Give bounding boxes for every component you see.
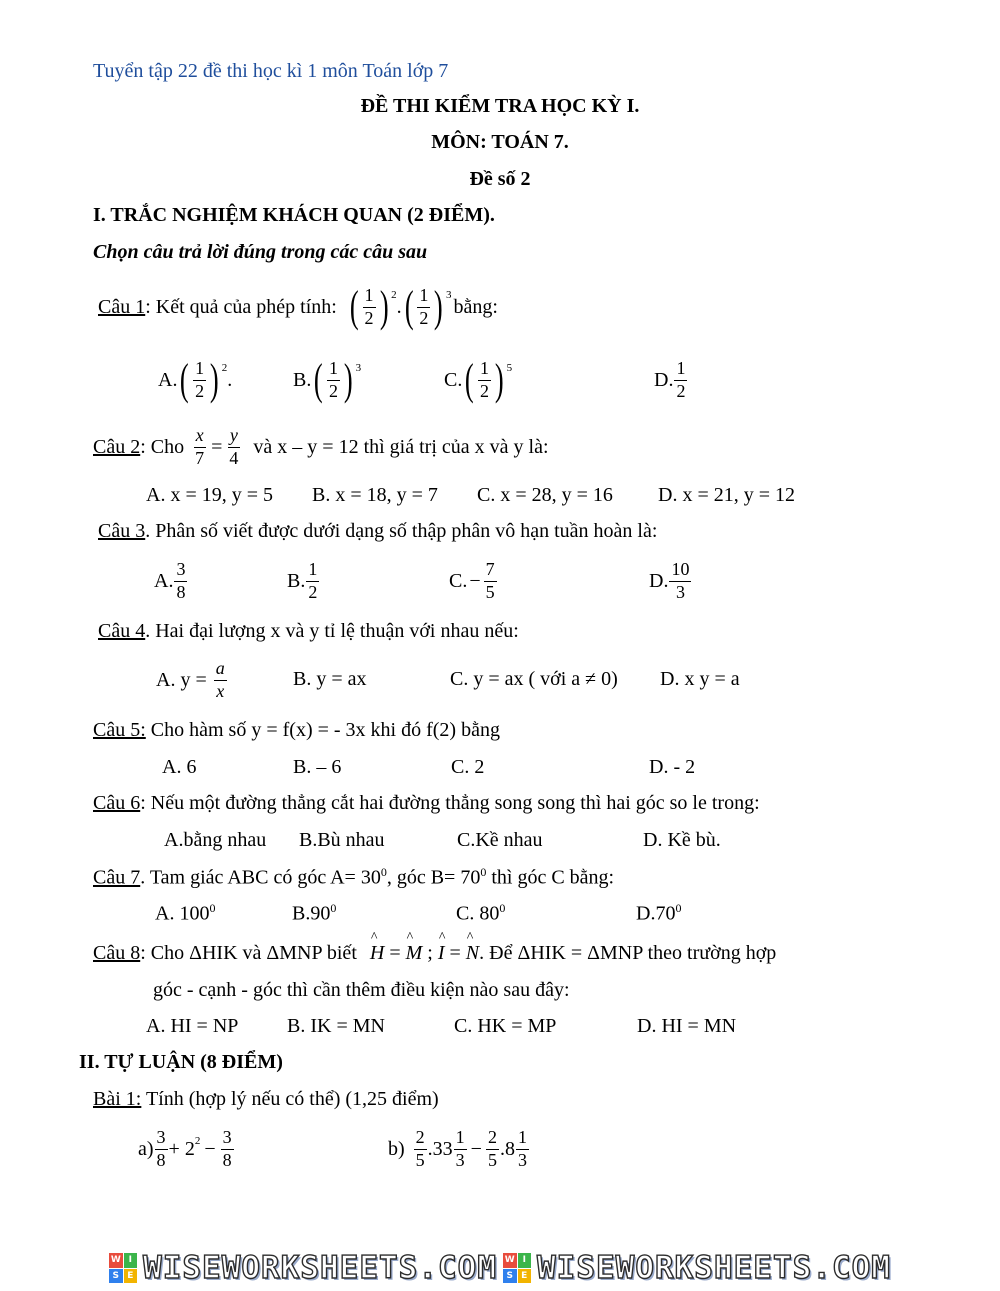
q5-option-d[interactable]: D. - 2 bbox=[649, 756, 696, 778]
q3-option-d[interactable]: D. $\frac{10}{3}$ bbox=[649, 558, 690, 602]
q8-option-a[interactable]: A. HI = NP bbox=[146, 1015, 239, 1037]
question-1: Câu 1 : Kết quả của phép tính: ( $\frac{1}{2}$ ) 2 . ( $\frac{1}{2}$ ) 3 bằng: bbox=[98, 282, 498, 331]
q3-option-a[interactable]: A. $\frac{3}{8}$ bbox=[154, 558, 186, 602]
watermark-text: WISEWORKSHEETS.COM bbox=[143, 1250, 497, 1286]
question-6: Câu 6: Nếu một đường thẳng cắt hai đường thẳng song song thì hai góc so le trong: bbox=[93, 792, 760, 814]
q8-option-b[interactable]: B. IK = MN bbox=[287, 1015, 385, 1037]
question-4: Câu 4. Hai đại lượng x và y tỉ lệ thuận với nhau nếu: bbox=[98, 620, 519, 642]
exam-number: Đề số 2 bbox=[469, 168, 531, 190]
q2-option-c[interactable]: C. x = 28, y = 16 bbox=[477, 484, 613, 506]
section2-title: II. TỰ LUẬN (8 ĐIỂM) bbox=[79, 1051, 283, 1073]
subject-title: MÔN: TOÁN 7. bbox=[431, 131, 569, 153]
q4-option-a[interactable]: A. y = $\frac{a}{x}$ bbox=[156, 657, 225, 701]
exam-title: ĐỀ THI KIỂM TRA HỌC KỲ I. bbox=[360, 95, 640, 117]
q2-option-b[interactable]: B. x = 18, y = 7 bbox=[312, 484, 438, 506]
watermark-text: WISEWORKSHEETS.COM bbox=[537, 1250, 891, 1286]
q7-option-c[interactable]: C. $80^0$ bbox=[456, 901, 506, 925]
q5-option-b[interactable]: B. – 6 bbox=[293, 756, 342, 778]
watermark-logo: W I S E bbox=[109, 1253, 137, 1283]
q4-option-d[interactable]: D. x y = a bbox=[660, 668, 740, 690]
q3-option-b[interactable]: B. $\frac{1}{2}$ bbox=[287, 558, 318, 602]
q8-line2: góc - cạnh - góc thì cần thêm điều kiện nào sau đây: bbox=[153, 979, 570, 1001]
q1-text: : Kết quả của phép tính: bbox=[145, 295, 337, 318]
q8-option-c[interactable]: C. HK = MP bbox=[454, 1015, 557, 1037]
q1-option-d[interactable]: D. $\frac{1}{2}$ bbox=[654, 357, 686, 401]
watermark-banner bbox=[0, 1250, 1000, 1286]
q5-option-a[interactable]: A. 6 bbox=[162, 756, 197, 778]
q7-option-b[interactable]: $B.90^0$ bbox=[292, 901, 337, 925]
q5-option-c[interactable]: C. 2 bbox=[451, 756, 485, 778]
q8-option-d[interactable]: D. HI = MN bbox=[637, 1015, 737, 1037]
question-5: Câu 5: Cho hàm số y = f(x) = - 3x khi đó f(2) bằng bbox=[93, 719, 500, 741]
question-3: Câu 3. Phân số viết được dưới dạng số thập phân vô hạn tuần hoàn là: bbox=[98, 520, 658, 542]
question-2: Câu 2 : Cho $\frac{x}{7}$ = $\frac{y}{4}$ và x – y = 12 thì giá trị của x và y là: bbox=[93, 424, 549, 468]
q6-option-c[interactable]: C.Kề nhau bbox=[457, 829, 543, 851]
question-8: Câu 8: Cho ΔHIK và ΔMNP biết ^ H = ^ M ; ^ I = ^ N. Để ΔHIK = ΔMNP theo trường hợp bbox=[93, 942, 776, 965]
q1-label: Câu 1 bbox=[98, 295, 146, 318]
bai1-part-b: b) $\frac{2}{5}$ .33 $\frac{1}{3}$ − $\frac{2}{5}$ .8 $\frac{1}{3}$ bbox=[388, 1126, 527, 1170]
q1-option-c[interactable]: C. ( $\frac{1}{2}$ ) 5 bbox=[444, 355, 513, 404]
q2-option-a[interactable]: A. x = 19, y = 5 bbox=[146, 484, 274, 506]
bai1-part-a: a) $\frac{3}{8}$ + 2 2 − $\frac{3}{8}$ bbox=[138, 1126, 232, 1170]
q7-option-d[interactable]: $D.70^0$ bbox=[636, 901, 682, 925]
q1-option-b[interactable]: B. ( $\frac{1}{2}$ ) 3 bbox=[293, 355, 362, 404]
q1-option-a[interactable]: A. ( $\frac{1}{2}$ ) 2 . bbox=[158, 355, 233, 404]
q3-option-c[interactable]: C. − $\frac{7}{5}$ bbox=[449, 558, 495, 602]
q6-option-b[interactable]: B.Bù nhau bbox=[299, 829, 385, 851]
series-title: Tuyển tập 22 đề thi học kì 1 môn Toán lớp 7 bbox=[93, 60, 449, 82]
q1-suffix: bằng: bbox=[453, 295, 498, 318]
q2-option-d[interactable]: D. x = 21, y = 12 bbox=[658, 484, 796, 506]
watermark-logo: W I S E bbox=[503, 1253, 531, 1283]
bai1: Bài 1: Tính (hợp lý nếu có thể) (1,25 điểm) bbox=[93, 1088, 439, 1110]
section1-instruction: Chọn câu trả lời đúng trong các câu sau bbox=[93, 241, 428, 263]
section1-title: I. TRẮC NGHIỆM KHÁCH QUAN (2 ĐIỂM). bbox=[93, 204, 495, 226]
q7-option-a[interactable]: A. $100^0$ bbox=[155, 901, 216, 925]
q6-option-d[interactable]: D. Kề bù. bbox=[643, 829, 721, 851]
q4-option-b[interactable]: B. y = ax bbox=[293, 668, 367, 690]
question-7: Câu 7. Tam giác ABC có góc $A= 30^0$, góc $B= 70^0$ thì góc C bằng: bbox=[93, 865, 615, 889]
q4-option-c[interactable]: C. y = ax ( với a ≠ 0) bbox=[450, 668, 618, 690]
q6-option-a[interactable]: A.bằng nhau bbox=[164, 829, 267, 851]
